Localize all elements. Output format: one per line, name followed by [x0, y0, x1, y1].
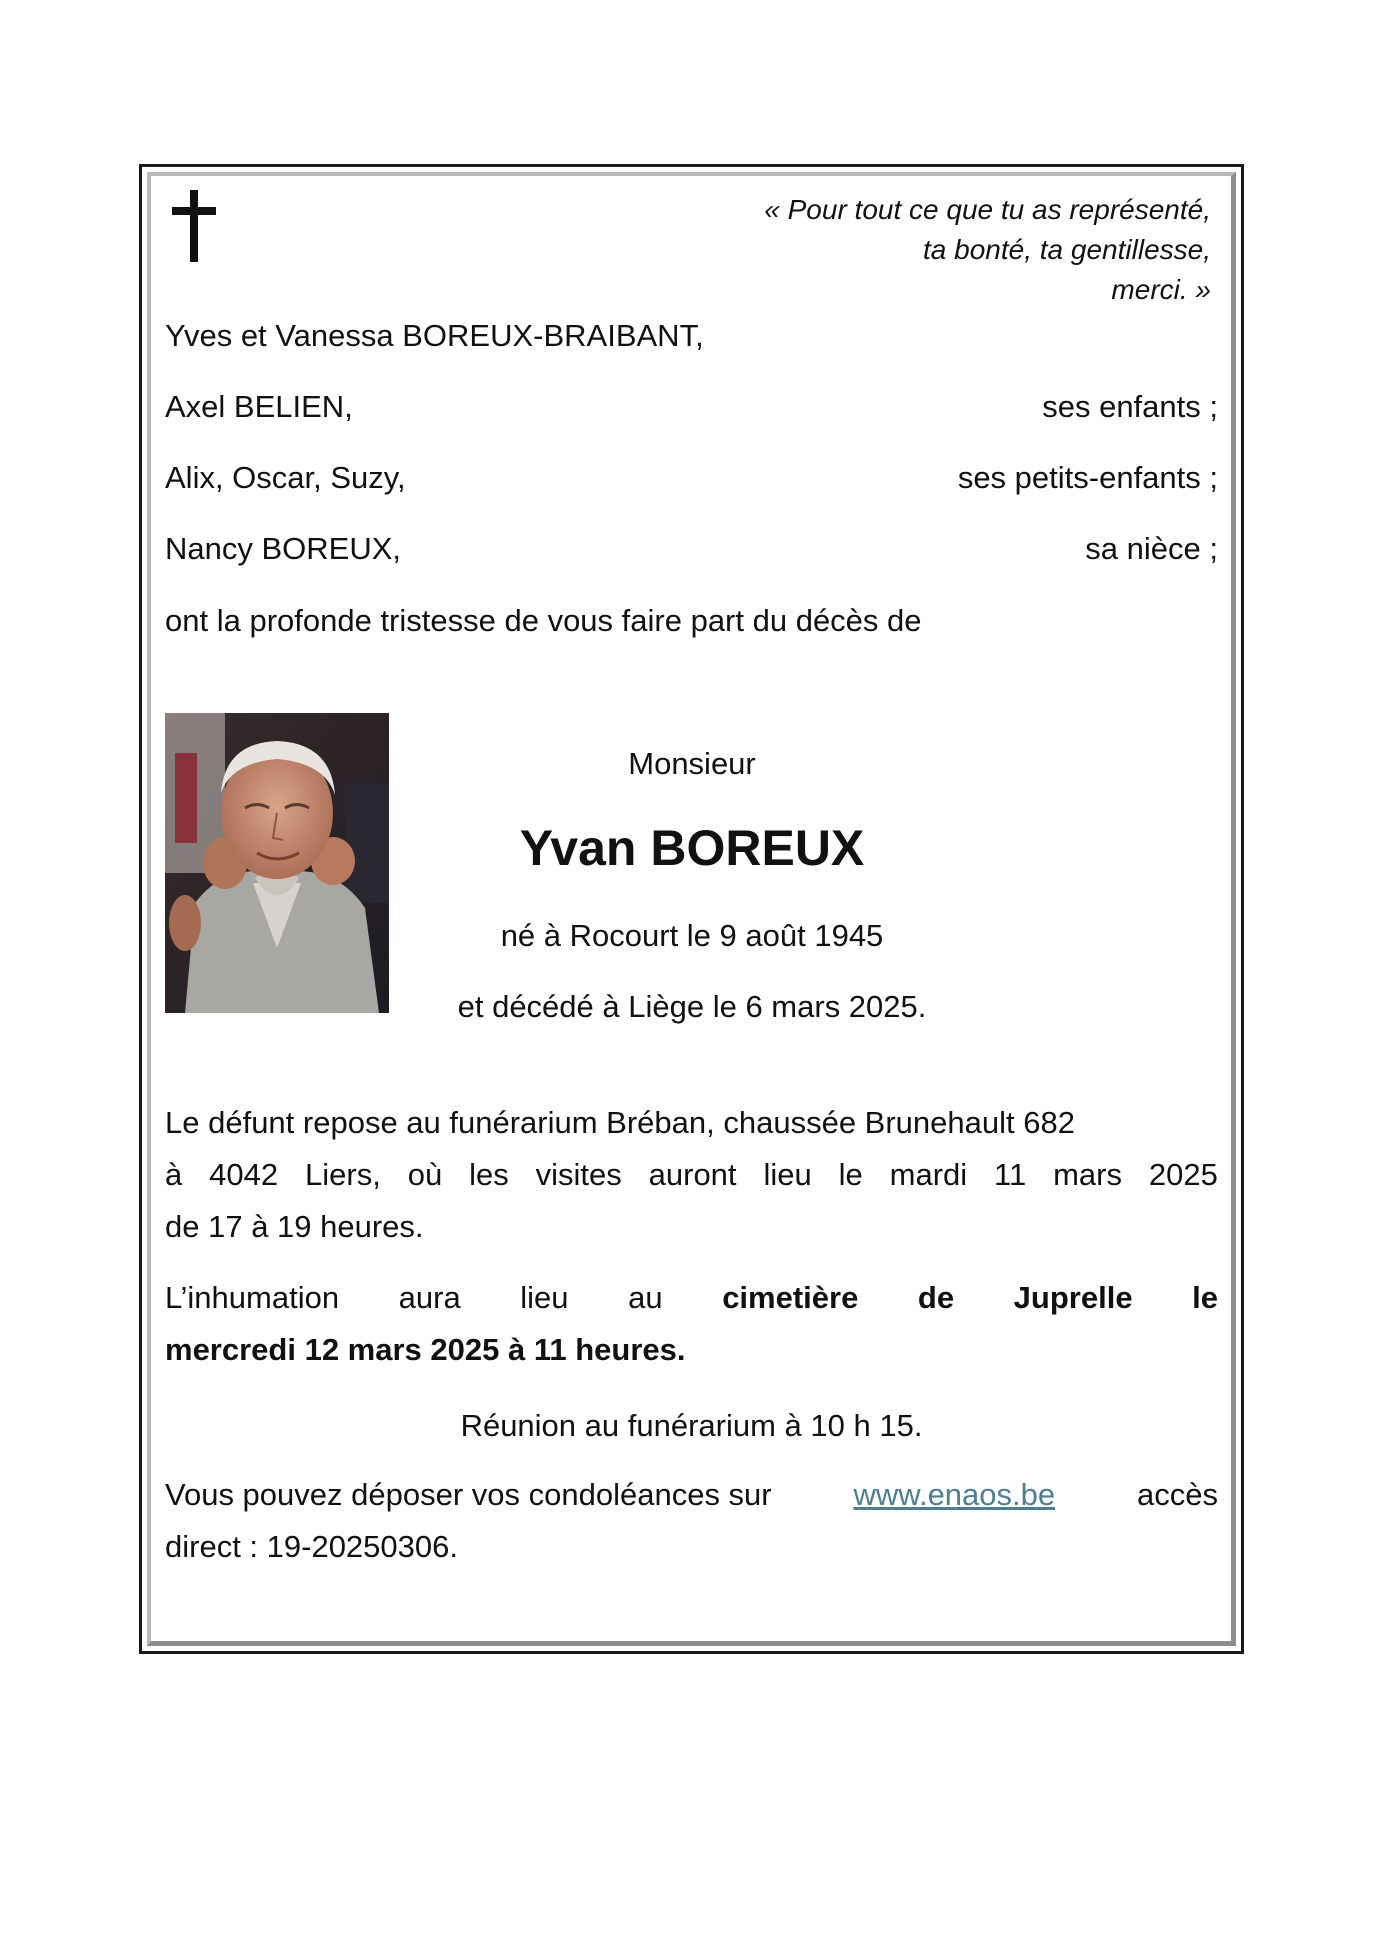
rest-word: à: [165, 1157, 183, 1192]
birth-line: né à Rocourt le 9 août 1945: [500, 918, 884, 953]
family-line-2: [165, 387, 1218, 427]
family-line-4-relation: sa nièce ;: [1085, 531, 1218, 566]
quote-line-3: merci. »: [1111, 274, 1211, 305]
rest-word: Liers,: [305, 1157, 381, 1192]
rest-word: mardi: [889, 1157, 968, 1192]
family-line-3-name: Alix, Oscar, Suzy,: [165, 460, 406, 495]
rest-word: 11: [994, 1157, 1027, 1192]
family-line-3: [165, 458, 1218, 498]
burial-word-bold: Juprelle: [1013, 1280, 1133, 1315]
condolences-text: Vous pouvez déposer vos condoléances sur: [165, 1477, 772, 1512]
quote-line-2: ta bonté, ta gentillesse,: [923, 234, 1211, 265]
deceased-name: Yvan BOREUX: [519, 820, 865, 876]
condolences-paragraph: [165, 1469, 1218, 1573]
burial-word: au: [628, 1280, 663, 1315]
rest-line-2: [165, 1149, 1218, 1201]
rest-paragraph: [165, 1097, 1218, 1253]
burial-line-2: mercredi 12 mars 2025 à 11 heures.: [165, 1332, 686, 1367]
family-line-1-text: Yves et Vanessa BOREUX-BRAIBANT,: [165, 318, 704, 353]
family-line-3-relation: ses petits-enfants ;: [957, 460, 1218, 495]
portrait-photo: [165, 713, 389, 1013]
burial-word: L’inhumation: [165, 1280, 340, 1315]
rest-line-1: Le défunt repose au funérarium Bréban, chaussée Brunehault 682: [165, 1105, 1075, 1140]
announcement-line: [165, 601, 1218, 641]
announcement-text: ont la profonde tristesse de vous faire part du décès de: [165, 603, 922, 638]
rest-word: 2025: [1148, 1157, 1218, 1192]
condolences-line-1: [165, 1469, 1218, 1521]
condolences-line-2: direct : 19-20250306.: [165, 1529, 458, 1564]
family-line-2-name: Axel BELIEN,: [165, 389, 353, 424]
condolences-link[interactable]: www.enaos.be: [853, 1477, 1056, 1512]
death-line: et décédé à Liège le 6 mars 2025.: [457, 989, 927, 1024]
burial-word-bold: cimetière: [722, 1280, 859, 1315]
epitaph-quote: [651, 190, 1211, 310]
rest-line-3: de 17 à 19 heures.: [165, 1209, 424, 1244]
family-line-1: [165, 316, 1218, 356]
condolences-text-after: accès: [1137, 1477, 1218, 1512]
cross-icon: [172, 190, 216, 262]
rest-word: où: [407, 1157, 443, 1192]
burial-word-bold: de: [917, 1280, 955, 1315]
burial-paragraph: [165, 1272, 1218, 1376]
family-line-4-name: Nancy BOREUX,: [165, 531, 402, 566]
burial-word-bold: le: [1192, 1280, 1218, 1315]
rest-word: lieu: [763, 1157, 812, 1192]
rest-word: mars: [1053, 1157, 1122, 1192]
family-line-2-relation: ses enfants ;: [1042, 389, 1218, 424]
burial-line-1: [165, 1272, 1218, 1324]
rest-word: 4042: [209, 1157, 279, 1192]
deceased-title: Monsieur: [628, 746, 756, 781]
rest-word: les: [469, 1157, 509, 1192]
rest-word: visites: [535, 1157, 622, 1192]
rest-word: le: [838, 1157, 863, 1192]
family-line-4: [165, 529, 1218, 569]
burial-word: lieu: [520, 1280, 569, 1315]
burial-word: aura: [398, 1280, 461, 1315]
quote-line-1: « Pour tout ce que tu as représenté,: [764, 194, 1211, 225]
rest-word: auront: [648, 1157, 737, 1192]
reunion-line: Réunion au funérarium à 10 h 15.: [460, 1408, 923, 1443]
